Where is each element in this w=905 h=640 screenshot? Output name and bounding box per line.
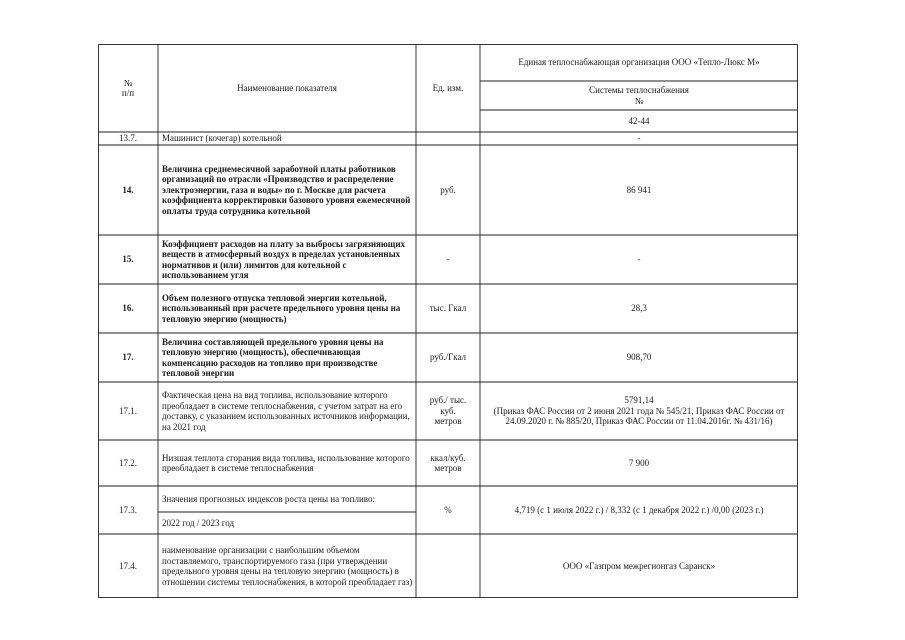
row-num: 16. <box>122 303 134 314</box>
row-unit: ккал/куб. метров <box>430 452 466 473</box>
row-name: Фактическая цена на вид топлива, использование которого преобладает в системе теплоснабжения, с учетом затрат на его доставку, с указанием использованных источников информации, на 2021 год <box>162 390 410 432</box>
row-unit <box>416 534 480 598</box>
row-name: Величина составляющей предельного уровня цены на тепловую энергию (мощность), обеспечивающая компенсацию расходов на топливо при производстве тепловой энергии <box>162 336 384 378</box>
row-name: Значения прогнозных индексов роста цены на топливо: <box>162 493 375 504</box>
row-value: 86 941 <box>626 184 652 195</box>
row-num: 13.7. <box>119 133 137 144</box>
row-value: 908,70 <box>626 352 652 363</box>
row-value: ООО «Газпром межрегионгаз Саранск» <box>562 560 716 571</box>
header-num: № п/п <box>121 77 135 98</box>
tariff-table <box>98 44 798 598</box>
row-unit: тыс. Гкал <box>429 303 467 314</box>
row-name-period: 2022 год / 2023 год <box>162 517 235 528</box>
row-unit: руб./ тыс. куб. метров <box>429 395 467 427</box>
row-name: Машинист (кочегар) котельной <box>162 133 282 144</box>
row-value: - <box>637 254 641 265</box>
row-name: Низшая теплота сгорания вида топлива, использование которого преобладает в системе теплоснабжения <box>162 452 410 473</box>
row-num: 17.2. <box>119 457 137 468</box>
row-num: 17. <box>122 352 134 363</box>
row-num: 17.3. <box>119 504 137 515</box>
header-org: Единая теплоснабжающая организация ООО «Тепло-Люкс М» <box>518 57 760 68</box>
row-num: 17.4. <box>119 560 137 571</box>
row-value: 7 900 <box>628 457 650 468</box>
header-name: Наименование показателя <box>237 82 337 93</box>
row-value: 5791,14 (Приказ ФАС России от 2 июня 2021 года № 545/21, Приказ ФАС России от 24.09.2020 г. № 885/20, Приказ ФАС России от 11.04.2016г. № 431/16) <box>493 395 785 427</box>
row-num: 15. <box>122 254 134 265</box>
header-unit: Ед. изм. <box>432 82 464 93</box>
row-name: Величина среднемесячной заработной платы работников организаций по отрасли «Производство и распределение электроэнергии, газа и воды» по г. Москве для расчета коэффициента корректировки базового уровня ежемесячной оплаты труда сотрудника котельной <box>162 163 411 216</box>
row-value: 4,719 (с 1 июля 2022 г.) / 8,332 (с 1 декабря 2022 г.) /0,00 (2023 г.) <box>514 504 764 515</box>
header-systems: Системы теплоснабжения № <box>589 85 689 106</box>
header-system-id: 42-44 <box>628 115 650 126</box>
row-name: Коэффициент расходов на плату за выбросы загрязняющих веществ в атмосферный воздух в пределах установленных нормативов и (или) лимитов для котельной с использованием угля <box>162 238 406 280</box>
row-name: наименование организации с наибольшим объемом поставляемого, транспортируемого газа (при утверждении предельного уровня цены на тепловую энергию (мощность) в отношении системы теплоснабжения, в которой преобладает газ) <box>162 545 413 587</box>
row-name: Объем полезного отпуска тепловой энергии котельной, использованный при расчете предельного уровня цены на тепловую энергию (мощность) <box>162 292 401 324</box>
row-unit: руб./Гкал <box>429 352 467 363</box>
row-num: 17.1. <box>119 405 137 416</box>
row-num: 14. <box>122 184 134 195</box>
row-value: 28,3 <box>631 303 647 314</box>
row-unit <box>416 132 480 145</box>
row-unit: % <box>444 504 452 515</box>
row-unit: - <box>446 254 450 265</box>
row-unit: руб. <box>440 184 456 195</box>
row-value: - <box>637 133 641 144</box>
